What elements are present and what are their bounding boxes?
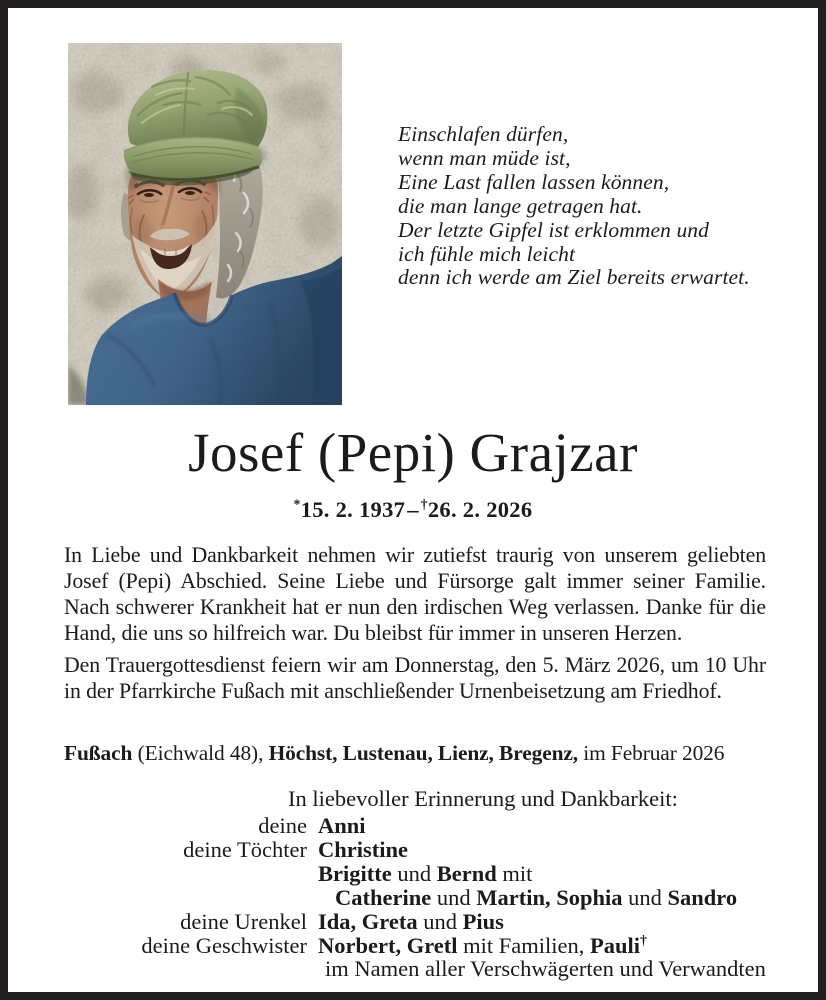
name-text: Brigitte (318, 860, 392, 886)
name-text: Ida, Greta (318, 908, 418, 934)
date-separator: – (407, 497, 419, 522)
name-text: Pius (462, 908, 504, 934)
obituary-paragraph-2: Den Trauergottesdienst feiern wir am Donnerstag, den 5. März 2026, um 10 Uhr in der Pfarrkirche Fußach mit anschließender Urnenbeisetzung am Friedhof. (64, 653, 766, 703)
family-names (318, 910, 504, 934)
death-symbol: † (420, 496, 428, 512)
name-text: Catherine (335, 884, 432, 910)
family-row (64, 934, 776, 958)
poem-line: Eine Last fallen lassen können, (398, 169, 670, 194)
name-text: Anni (318, 813, 366, 838)
family-relation-label: deine (258, 813, 307, 838)
name-text: Bernd (436, 860, 497, 886)
closing-line: In liebevoller Erinnerung und Dankbarkeit: (288, 786, 678, 811)
places-line (64, 741, 774, 766)
birth-symbol: * (293, 496, 301, 512)
family-names (318, 886, 737, 910)
family-list (64, 814, 776, 981)
name-text: † (640, 933, 648, 949)
family-row (64, 838, 776, 862)
name-text: Christine (318, 836, 408, 862)
family-row (64, 814, 776, 838)
life-dates (8, 497, 818, 523)
death-date: 26. 2. 2026 (427, 497, 533, 522)
poem-line: die man lange getragen hat. (398, 193, 643, 218)
poem-line: denn ich werde am Ziel bereits erwartet. (398, 265, 750, 290)
poem-line: wenn man müde ist, (398, 145, 571, 170)
family-names (318, 814, 366, 838)
plain-text: (Eichwald 48), (132, 741, 269, 765)
name-text: Sandro (667, 884, 738, 910)
plain-text: mit (496, 860, 533, 886)
poem-block (398, 123, 768, 290)
family-relation-label: deine Urenkel (180, 908, 307, 934)
family-names (318, 862, 532, 886)
plain-text: im Februar 2026 (578, 741, 725, 765)
poem-line: ich fühle mich leicht (398, 241, 576, 266)
portrait-photo-illustration (68, 43, 342, 405)
family-row (64, 957, 776, 981)
poem-line: Einschlafen dürfen, (398, 122, 569, 146)
name-text: Martin, Sophia (476, 884, 623, 910)
family-names (318, 957, 766, 981)
deceased-name: Josef (Pepi) Grajzar (188, 422, 638, 483)
obituary-paragraph-1: In Liebe und Dankbarkeit nehmen wir zutiefst traurig von unserem geliebten Josef (Pepi) Abschied. Seine Liebe und Fürsorge galt immer seiner Familie. Nach schwerer Krankheit hat er nun den irdischen Weg verlassen. Danke für die Hand, die uns so hilfreich war. Du bleibst für immer in unseren Herzen. (64, 543, 766, 645)
plain-text: und (417, 908, 463, 934)
portrait-photo (68, 43, 342, 405)
family-relation-label: deine Geschwister (141, 932, 307, 958)
plain-text: im Namen aller Verschwägerten und Verwandten (325, 956, 766, 982)
name-text: Pauli (590, 932, 641, 958)
family-relation-label: deine Töchter (183, 836, 307, 862)
name-text: Norbert, Gretl (318, 932, 458, 958)
plain-text: und (431, 884, 477, 910)
family-names (318, 934, 647, 958)
plain-text: mit Familien, (457, 932, 591, 958)
name-text: Fußach (64, 741, 133, 765)
poem-line: Der letzte Gipfel ist erklommen und (398, 217, 710, 242)
family-row (64, 862, 776, 886)
name-text: Höchst, Lustenau, Lienz, Bregenz, (268, 741, 579, 765)
plain-text: und (622, 884, 668, 910)
family-row (64, 910, 776, 934)
family-names (318, 838, 408, 862)
family-row (64, 886, 776, 910)
plain-text: und (391, 860, 437, 886)
birth-date: 15. 2. 1937 (300, 497, 406, 522)
